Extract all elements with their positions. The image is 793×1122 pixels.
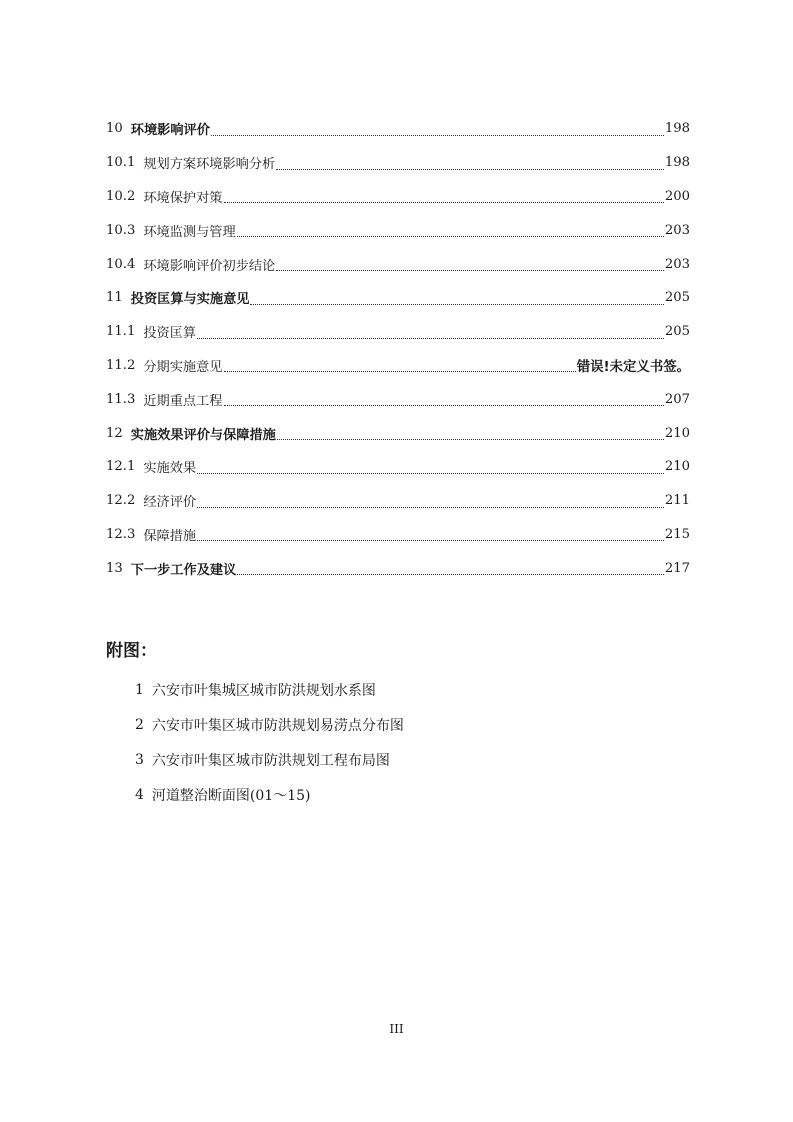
- toc-number: 12: [106, 425, 123, 441]
- toc-page-number: 217: [664, 560, 690, 576]
- toc-page-number: 205: [664, 324, 690, 340]
- appendix-item-title: 六安市叶集区城市防洪规划易涝点分布图: [151, 717, 404, 734]
- toc-page-number: 215: [664, 526, 690, 542]
- toc-chapter-row[interactable]: [106, 551, 690, 585]
- toc-page-number: 207: [664, 391, 690, 407]
- toc-page-number: 210: [664, 459, 690, 475]
- appendix-item-title: 河道整治断面图(01～15): [151, 787, 311, 804]
- toc-dot-leader: [224, 370, 576, 372]
- toc-dot-leader: [224, 201, 664, 203]
- toc-title: 环境影响评价初步结论: [143, 258, 276, 274]
- appendix-item: [135, 742, 404, 777]
- appendix-list: [135, 672, 404, 812]
- toc-number: 10.4: [106, 256, 136, 272]
- toc-page-number: 203: [664, 222, 690, 238]
- toc-page-number: 210: [664, 425, 690, 441]
- toc-title: 下一步工作及建议: [130, 562, 237, 578]
- toc-dot-leader: [276, 269, 664, 271]
- toc-section-row[interactable]: [106, 349, 690, 383]
- toc-title: 实施效果: [143, 461, 197, 477]
- toc-dot-leader: [197, 506, 664, 508]
- toc-chapter-row[interactable]: [106, 281, 690, 315]
- toc-number: 12.1: [106, 459, 136, 475]
- toc-page-number: 205: [664, 290, 690, 306]
- toc-dot-leader: [237, 235, 664, 237]
- toc-title: 近期重点工程: [143, 393, 223, 409]
- toc-dot-leader: [237, 573, 664, 575]
- appendix-item-number: 1: [135, 681, 144, 698]
- toc-page-number: 198: [664, 121, 690, 137]
- toc-section-row[interactable]: [106, 180, 690, 214]
- toc-title: 分期实施意见: [143, 359, 223, 375]
- toc-title: 环境保护对策: [143, 190, 223, 206]
- toc-section-row[interactable]: [106, 450, 690, 484]
- toc-chapter-row[interactable]: [106, 416, 690, 450]
- appendix-item-number: 4: [135, 786, 144, 803]
- toc-dot-leader: [276, 168, 664, 170]
- toc-dot-leader: [277, 438, 664, 440]
- toc-title: 保障措施: [143, 528, 197, 544]
- toc-dot-leader: [197, 539, 664, 541]
- toc-section-row[interactable]: [106, 518, 690, 552]
- toc-page-number: 198: [664, 155, 690, 171]
- toc-number: 12.2: [106, 493, 136, 509]
- appendix-item: [135, 707, 404, 742]
- toc-page-number: 211: [664, 493, 690, 509]
- toc-dot-leader: [250, 303, 663, 305]
- appendix-item-title: 六安市叶集城区城市防洪规划水系图: [151, 682, 376, 699]
- toc-number: 12.3: [106, 526, 136, 542]
- toc-section-row[interactable]: [106, 382, 690, 416]
- toc-section-row[interactable]: [106, 213, 690, 247]
- toc-title: 经济评价: [143, 495, 197, 511]
- toc-dot-leader: [197, 337, 664, 339]
- toc-number: 11.2: [106, 357, 136, 373]
- toc-title: 实施效果评价与保障措施: [130, 427, 276, 443]
- toc-section-row[interactable]: [106, 315, 690, 349]
- table-of-contents: [106, 112, 690, 585]
- toc-number: 10.1: [106, 155, 136, 171]
- toc-error-bookmark: 错误!未定义书签。: [576, 359, 690, 375]
- toc-title: 投资匡算与实施意见: [130, 292, 250, 308]
- toc-number: 13: [106, 560, 123, 576]
- toc-dot-leader: [224, 404, 664, 406]
- toc-number: 10: [106, 121, 123, 137]
- toc-number: 11: [106, 290, 123, 306]
- toc-number: 11.3: [106, 391, 136, 407]
- toc-number: 10.3: [106, 222, 136, 238]
- appendix-item: [135, 777, 404, 812]
- toc-section-row[interactable]: [106, 484, 690, 518]
- toc-number: 11.1: [106, 324, 136, 340]
- toc-title: 环境影响评价: [130, 123, 210, 139]
- appendix-heading: 附图：: [106, 641, 157, 661]
- toc-number: 10.2: [106, 188, 136, 204]
- toc-dot-leader: [197, 472, 664, 474]
- appendix-item-number: 3: [135, 751, 144, 768]
- appendix-item: [135, 672, 404, 707]
- toc-page-number: 203: [664, 256, 690, 272]
- toc-section-row[interactable]: [106, 146, 690, 180]
- toc-page-number: 200: [664, 188, 690, 204]
- toc-dot-leader: [211, 134, 664, 136]
- toc-title: 环境监测与管理: [143, 224, 236, 240]
- page-number: III: [389, 1022, 404, 1036]
- toc-section-row[interactable]: [106, 247, 690, 281]
- appendix-item-title: 六安市叶集区城市防洪规划工程布局图: [151, 752, 390, 769]
- toc-title: 规划方案环境影响分析: [143, 157, 276, 173]
- toc-title: 投资匡算: [143, 326, 197, 342]
- appendix-item-number: 2: [135, 716, 144, 733]
- toc-chapter-row[interactable]: [106, 112, 690, 146]
